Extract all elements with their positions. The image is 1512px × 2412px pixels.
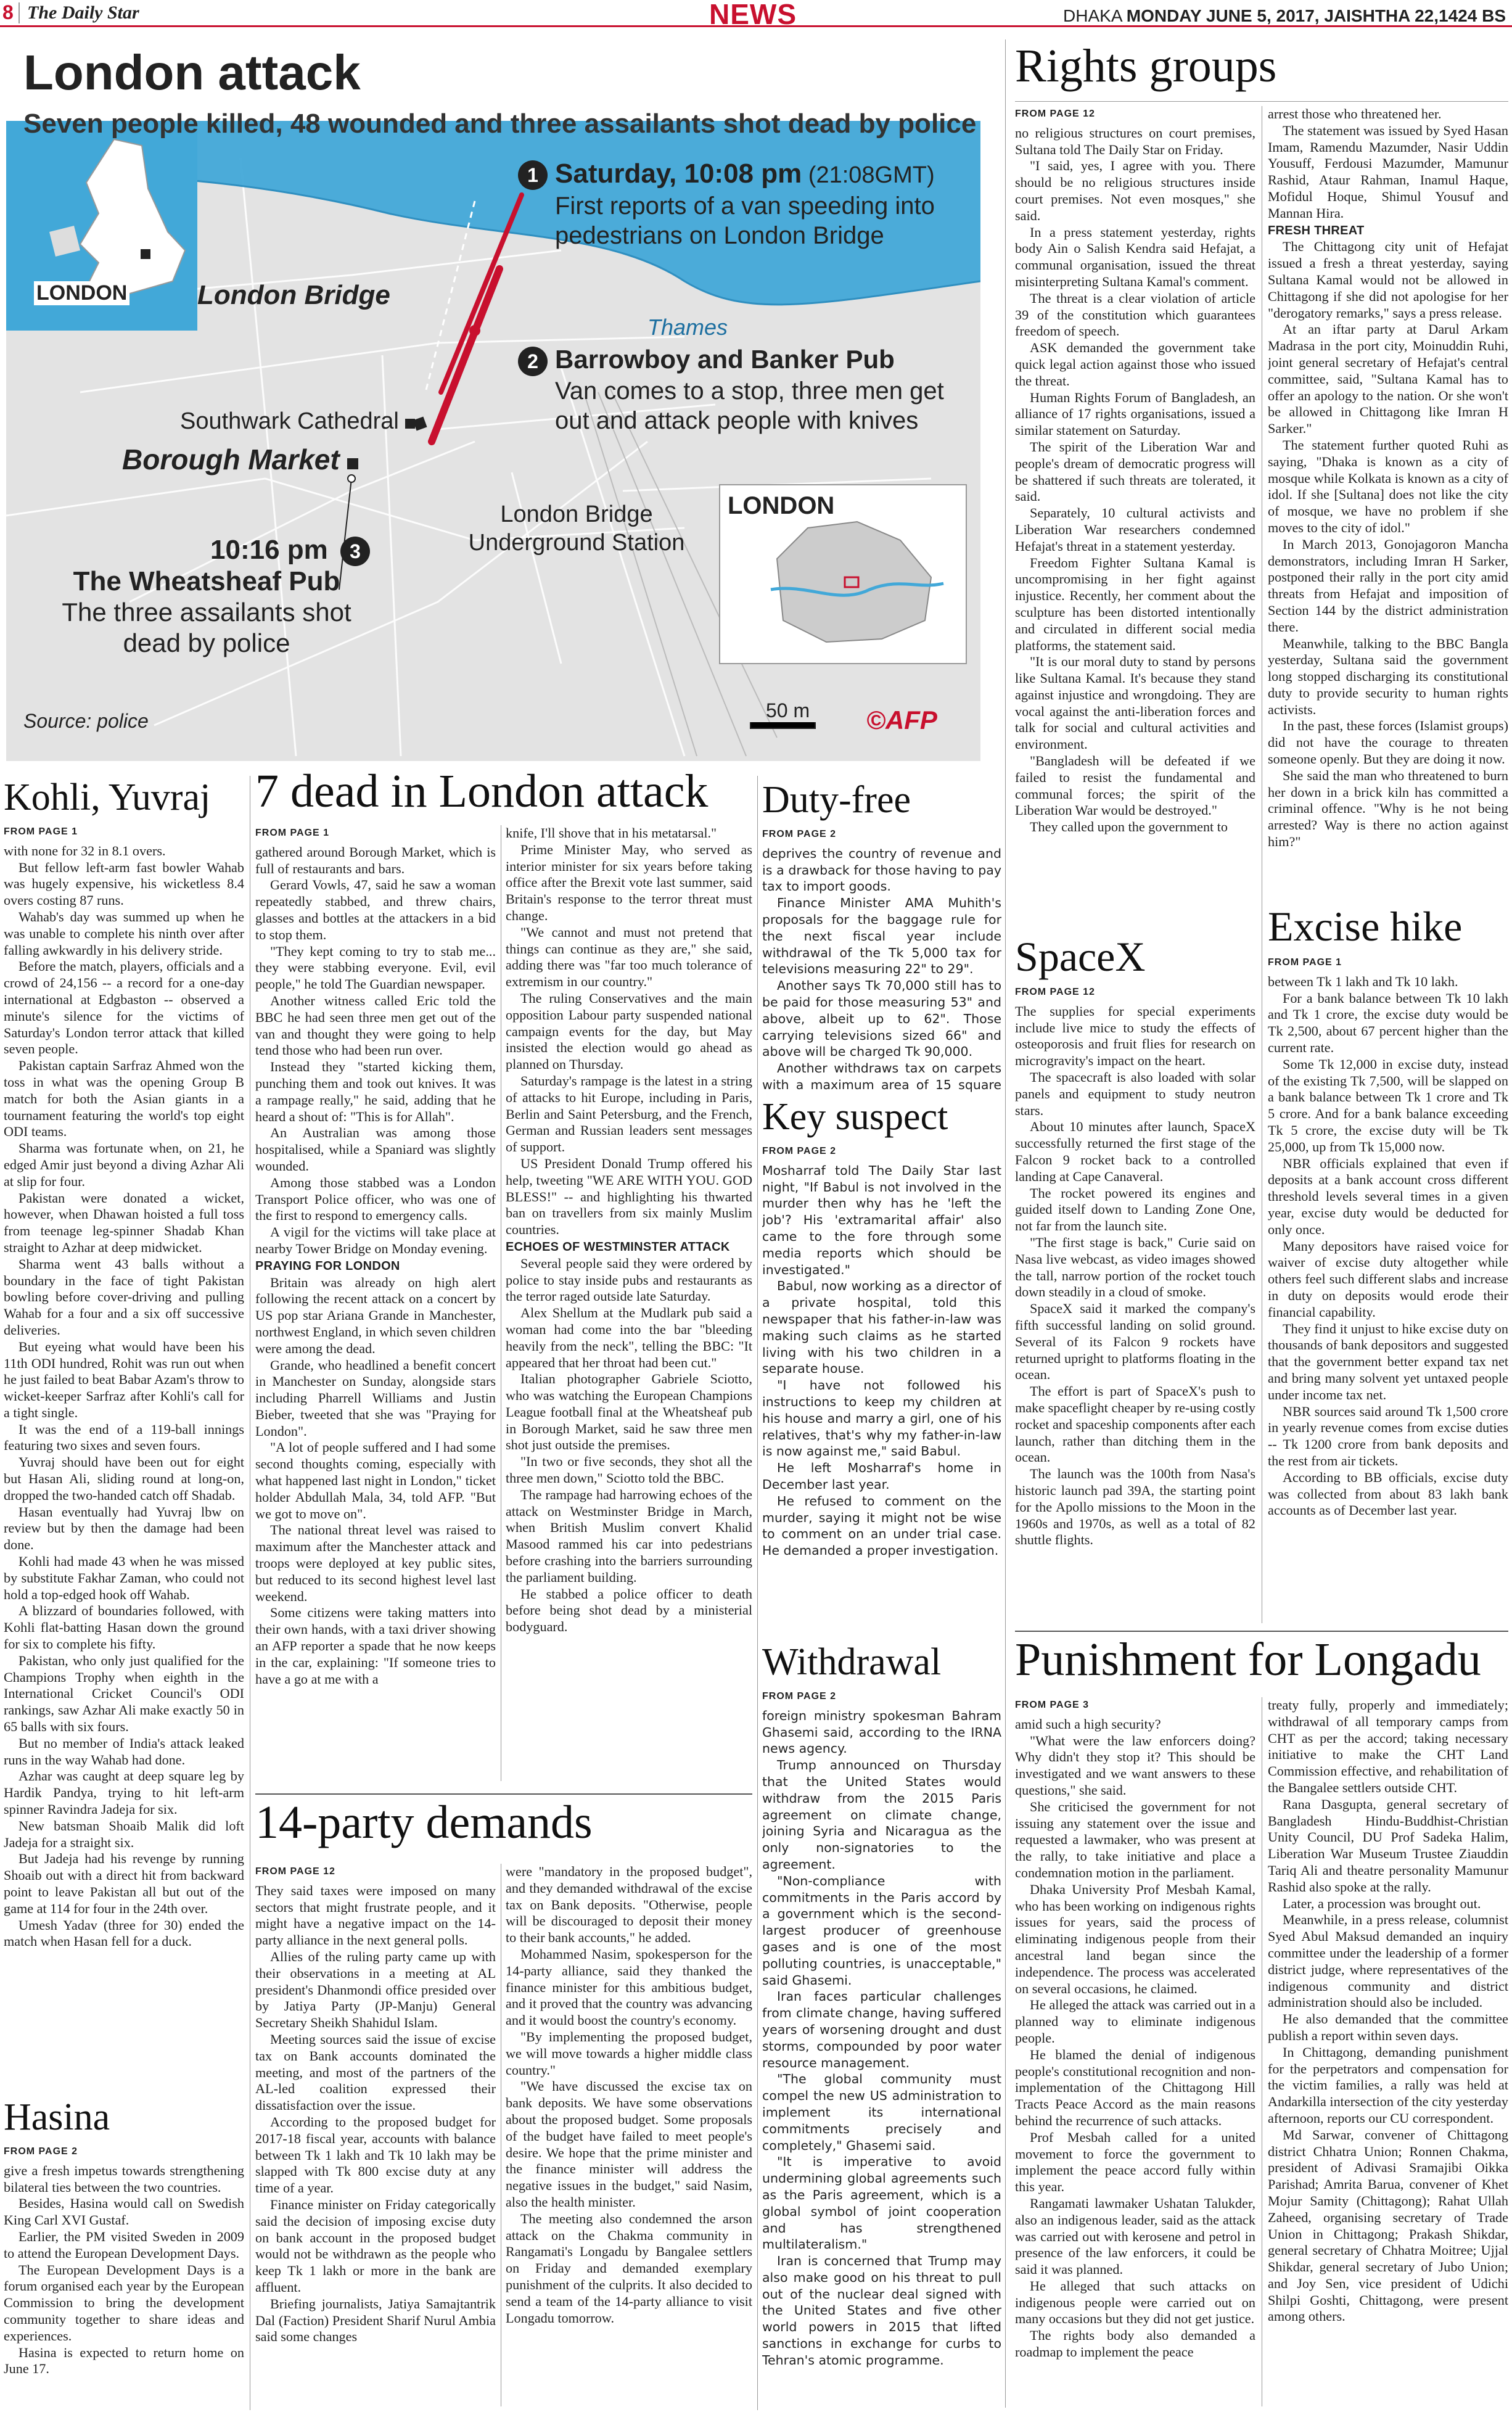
paragraph: Finance minister on Friday categorically said the decision of imposing excise duty on bank account in the proposed budget would not be withdrawn as the people who keep Tk 1 lakh or more in the bank are affluent. (255, 2196, 496, 2295)
paragraph: Gerard Vowls, 47, said he saw a woman repeatedly stabbed, and threw chairs, glasses and bottles at the attackers in a bid to stop them. (255, 877, 496, 942)
paragraph: Among those stabbed was a London Transport Police officer, who was one of the first to respond to emergency calls. (255, 1174, 496, 1224)
duty-headline: Duty-free (762, 779, 911, 821)
paragraph: "A lot of people suffered and I had some second thoughts coming, especially with what happened last night in London," ticket holder Abdullah Mala, 34, told AFP. "But we got to move on". (255, 1439, 496, 1521)
paragraph: Grande, who headlined a benefit concert in Manchester on Sunday, alongside stars including Pharrell Williams and Justin Bieber, tweeted that she was "Praying for London". (255, 1357, 496, 1439)
paragraph: Pakistan were donated a wicket, however, when Dhawan hoisted a full toss from teenage leg-spinner Shadab Khan straight to Azhar at deep midwicket. (4, 1190, 244, 1255)
paragraph: Pakistan, who only just qualified for the Champions Trophy when eighth in the International Cricket Council's ODI rankings, saw Azhar Ali make exactly 50 in 65 balls with six fours. (4, 1652, 244, 1735)
from-page-label: FROM PAGE 12 (255, 1866, 335, 1877)
paragraph: Alex Shellum at the Mudlark pub said a woman had come into the bar "bleeding heavily from the neck", telling the BBC: "It appeared that her throat had been cut." (506, 1305, 752, 1370)
paragraph: NBR officials explained that even if deposits at a bank account cross different threshold levels several times in a given year, excise duty would be deducted for only once. (1268, 1155, 1508, 1237)
right-divider (1005, 39, 1006, 2408)
longadu-top-rule (1015, 1631, 1508, 1632)
map-subtitle: Seven people killed, 48 wounded and three assailants shot dead by police (23, 109, 977, 139)
event-3: 10:16 pm 3 (62, 534, 370, 566)
from-page-label: FROM PAGE 12 (1015, 109, 1095, 119)
paragraph: between Tk 1 lakh and Tk 10 lakh. (1268, 973, 1458, 989)
event-2-marker: 2 (518, 347, 548, 376)
paragraph: gathered around Borough Market, which is full of restaurants and bars. (255, 844, 496, 876)
paragraph: "In two or five seconds, they shot all the three men down," Sciotto told the BBC. (506, 1454, 752, 1486)
paragraph: The effort is part of SpaceX's push to make spaceflight cheaper by re-using costly rocket and spaceship components after each launch, rather than ditching them in the ocean. (1015, 1383, 1255, 1465)
paragraph: Hasan eventually had Yuvraj lbw on review but by then the damage had been done. (4, 1504, 244, 1553)
paragraph: Pakistan captain Sarfraz Ahmed won the toss in what was the opening Group B match for both the Asian giants in a tournament featuring the world's top eight ODI teams. (4, 1058, 244, 1140)
suspect-col (762, 1143, 1001, 1637)
paragraph: He left Mosharraf's home in December last year. (762, 1460, 1001, 1492)
paragraph: "It is our moral duty to stand by persons like Sultana Kamal. It's because they stand against injustice and wrongdoing. They are vocal against the anti-liberation forces and talk for social and cultural activities and environment. (1015, 654, 1255, 752)
paragraph: Before the match, players, officials and a crowd of 24,156 -- a record for a one-day international at Edgbaston -- observed a minute's silence for the victims of Saturday's London terror attack that killed seven people. (4, 958, 244, 1057)
paragraph: But Jadeja had his revenge by running Shoaib out with a direct hit from backward point to leave Pakistan all but out of the game at 114 for four in the 24th over. (4, 1851, 244, 1916)
hasina-col (4, 2144, 244, 2410)
map-scale: 50 m (766, 699, 810, 722)
paragraph: The statement further quoted Ruhi as saying, "Dhaka is known as a city of mosque while Kolkata is known as a city of idol. If she [Sultana] does not like the city of mosque, we have no problem if she moves to the city of idol." (1268, 437, 1508, 535)
paragraph: Later, a procession was brought out. (1283, 1895, 1481, 1911)
seven-headline: 7 dead in London attack (255, 765, 709, 817)
longadu-col-1 (1015, 1697, 1255, 2410)
from-page-label: FROM PAGE 1 (1268, 957, 1342, 968)
paragraph: The spacecraft is also loaded with solar panels and equipment to study neutron stars. (1015, 1069, 1255, 1118)
paragraph: The meeting also condemned the arson attack on the Chakma community in Rangamati's Longadu by Bangalee settlers on Friday and demanded exemplary punishment of the culprits. It also decided to send a team of the 14-party alliance to visit Longadu tomorrow. (506, 2210, 752, 2326)
longadu-headline: Punishment for Longadu (1015, 1634, 1481, 1686)
paragraph: Kohli had made 43 when he was missed by substitute Fakhar Zaman, who could not hold a top-edged hook off Wahab. (4, 1554, 244, 1602)
paragraph: "We have discussed the excise tax on bank deposits. We have some observations about the proposed budget. Some proposals of the budget have failed to meet people's desire. We hope that the prime minister and the finance minister will address the negative issues in the budget," said Nasim, also the health minister. (506, 2078, 752, 2210)
attack-map (6, 47, 980, 761)
paragraph: Meeting sources said the issue of excise tax on Bank accounts dominated the meeting, and most of the partners of the AL-led coalition expressed their dissatisfaction over the issue. (255, 2031, 496, 2114)
paragraph: For a bank balance between Tk 10 lakh and Tk 1 crore, the excise duty would be Tk 2,500, about 67 percent higher than the current rate. (1268, 990, 1508, 1055)
paragraph: They find it unjust to hike excise duty on thousands of bank depositors and suggested that the government better expand tax net and bring many solvent yet untaxed people under income tax net. (1268, 1320, 1508, 1402)
from-page-label: FROM PAGE 2 (4, 2146, 78, 2157)
paragraph: The supplies for special experiments include live mice to study the effects of osteoporosis and fruit flies for research on microgravity's impact on the heart. (1015, 1003, 1255, 1069)
subhead: ECHOES OF WESTMINSTER ATTACK (506, 1240, 730, 1254)
event-1-text: First reports of a van speeding into pedestrians on London Bridge (555, 192, 935, 249)
paragraph: The statement was issued by Syed Hasan Imam, Ramendu Mazumder, Nasir Uddin Yousuff, Ferdousi Mazumder, Mamunur Rashid, Ataur Rahman, Inamul Haque, Mofidul Hoque, Shimul Yousuf and Mannan Hira. (1268, 122, 1508, 221)
paragraph: New batsman Shoaib Malik did loft Jadeja for a straight six. (4, 1817, 244, 1850)
event-3-marker: 3 (340, 537, 370, 566)
party-col-2 (506, 1864, 752, 2410)
rights-col-1 (1015, 106, 1255, 932)
withdrawal-col (762, 1689, 1001, 2410)
paragraph: In March 2013, Gonojagoron Mancha demonstrators, including Imran H Sarker, postponed their rally in the port city amid threats from Hefajat and imposition of Section 144 by the district administration there. (1268, 536, 1508, 635)
from-page-label: FROM PAGE 2 (762, 1691, 837, 1702)
from-page-label: FROM PAGE 2 (762, 1146, 837, 1156)
paragraph: The rights body also demanded a roadmap to implement the peace (1015, 2328, 1255, 2360)
paragraph: A blizzard of boundaries followed, with Kohli flat-batting Hasan down the ground for six to complete his fifty. (4, 1603, 244, 1652)
paragraph: The national threat level was raised to maximum after the Manchester attack and troops were deployed at key public sites, but reduced to its second highest level last weekend. (255, 1522, 496, 1604)
paragraph: But no member of India's attack leaked runs in the way Wahab had done. (4, 1735, 244, 1768)
uk-london-label: LONDON (34, 281, 129, 305)
subhead-line (255, 1257, 496, 1275)
kohli-col (4, 824, 244, 2107)
paragraph: "Non-compliance with commitments in the Paris accord by a government which is the second-largest producer of greenhouse gases and is one of the most polluting countries, is unacceptable," said Ghasemi. (762, 1873, 1001, 1988)
paragraph: He alleged that such attacks on indigenous people were carried out on many occasions but they did not get justice. (1015, 2278, 1255, 2327)
paragraph: Finance Minister AMA Muhith's proposals for the baggage rule for the next fiscal year include withdrawal of the Tk 5,000 tax for televisions measuring 22" to 29". (762, 895, 1001, 977)
southwark-label: Southwark Cathedral (180, 408, 415, 435)
paragraph: Md Sarwar, convener of Chittagong district Chhatra Union; Ronnen Chakma, president of Adivasi Sramajibi Oikka Parishad; Amrita Barua, convener of Khet Mojur Samity (Chittagong); Rahat Ullah Zaheed, organising secretary of Trade Union in Chittagong; Prakash Shikdar, general secretary of Chhatra Moitree; Ujjal Shikdar, general secretary of Jubo Union; and Joy Sen, vice president of Udichi Shilpi Goshti, Chittagong, were present among others. (1268, 2126, 1508, 2324)
underground-label: London Bridge Underground Station (468, 501, 685, 556)
paragraph: Britain was already on high alert following the recent attack on a concert by US pop star Ariana Grande in Manchester, northwest England, in which seven children were among the dead. (255, 1274, 496, 1356)
borough-label: Borough Market (122, 443, 358, 476)
seven-col-2 (506, 825, 752, 1782)
paragraph: Rangamati lawmaker Ushatan Talukder, also an indigenous leader, said as the attack was carried out with kerosene and petrol in presence of the law enforcers, it could be said it was planned. (1015, 2195, 1255, 2278)
mid-divider (757, 776, 758, 2410)
party-col-1 (255, 1864, 496, 2410)
paragraph: Instead they "started kicking them, punching them and took out knives. It was a rampage really," he said, adding that he heard a shout of: "This is for Allah". (255, 1059, 496, 1124)
paragraph: "I said, yes, I agree with you. There should be no religious structures inside court premises. Not even mosques," she said. (1015, 158, 1255, 223)
rights-col-2 (1268, 106, 1508, 908)
longadu-col-2 (1268, 1697, 1508, 2410)
paragraph: They called upon the government to (1030, 819, 1228, 835)
excise-col (1268, 955, 1508, 1622)
paragraph: amid such a high security? (1015, 1716, 1161, 1732)
paragraph: Human Rights Forum of Bangladesh, an alliance of 17 rights organisations, issued a similar statement on Saturday. (1015, 389, 1255, 438)
london-bridge-label: London Bridge (197, 280, 390, 310)
map-source: Source: police (23, 710, 149, 732)
paragraph: He also demanded that the committee publish a report within seven days. (1268, 2011, 1508, 2043)
from-page-label: FROM PAGE 12 (1015, 987, 1095, 997)
party-headline: 14-party demands (255, 1797, 593, 1848)
map-title: London attack (23, 45, 361, 100)
paragraph: Several people said they were ordered by police to stay inside pubs and restaurants as the terror raged outside late Saturday. (506, 1255, 752, 1304)
paragraph: About 10 minutes after launch, SpaceX successfully returned the first stage of the Falcon 9 rocket back to a controlled landing at Cape Canaveral. (1015, 1119, 1255, 1184)
paragraph: foreign ministry spokesman Bahram Ghasemi said, according to the IRNA news agency. (762, 1708, 1001, 1756)
paragraph: Another says Tk 70,000 still has to be paid for those measuring 53" and above, albeit up to 62". Those carrying televisions sized 66" and above will be charged Tk 90,000. (762, 978, 1001, 1060)
paragraph: SpaceX said it marked the company's fifth successful landing on solid ground. Several of its Falcon 9 rockets have returned upright to platforms floating in the ocean. (1015, 1301, 1255, 1383)
paragraph: Another withdraws tax on carpets with a maximum area of 15 square (762, 1061, 1001, 1092)
withdrawal-headline: Withdrawal (762, 1641, 942, 1683)
rights-top-rule (1015, 101, 1508, 102)
paragraph: Many depositors have raised voice for waiver of excise duty altogether while others feel such different slabs and increase in duty on deposits would erode their financial capability. (1268, 1238, 1508, 1320)
suspect-headline: Key suspect (762, 1096, 948, 1138)
paragraph: Mosharraf told The Daily Star last night, "If Babul is not involved in the murder then why has he 'left the job'? His 'extramarital affair' also came to the fore through some media reports which should be investigated." (762, 1163, 1001, 1277)
paragraph: Azhar was caught at deep square leg by Hardik Pandya, trying to hit left-arm spinner Ravindra Jadeja for six. (4, 1768, 244, 1817)
paragraph: Sharma was fortunate when, on 21, he edged Amir just beyond a diving Azhar Ali at slip for four. (4, 1140, 244, 1189)
paragraph: arrest those who threatened her. (1268, 106, 1442, 121)
page-number: 8 (2, 1, 14, 23)
paper-logo: The Daily Star (18, 2, 139, 23)
paragraph: "They kept coming to try to stab me... they were stabbing everyone. Evil, evil people," he told The Guardian newspaper. (255, 943, 496, 992)
paragraph: The ruling Conservatives and the main opposition Labour party suspended national campaign events for the day, but May insisted the election would go ahead as planned on Thursday. (506, 990, 752, 1072)
paragraph: In Chittagong, demanding punishment for the perpetrators and compensation for the victim families, a rally was held at Andarkilla intersection of the city yesterday afternoon, reports our CU correspondent. (1268, 2044, 1508, 2126)
paragraph: According to the proposed budget for 2017-18 fiscal year, accounts with balance between Tk 1 lakh and Tk 10 lakh may be slapped with Tk 800 excise duty at any time of a year. (255, 2114, 496, 2196)
paragraph: The European Development Days is a forum organised each year by the European Commission to bring the development community together to share ideas and experiences. (4, 2262, 244, 2344)
paragraph: Yuvraj should have been out for eight but Hasan Ali, sliding round at long-on, dropped the two-handed catch off Shadab. (4, 1454, 244, 1503)
paragraph: Babul, now working as a director of a private hospital, told this newspaper that his father-in-law was making such claims as he started living with his two children in a separate house. (762, 1278, 1001, 1377)
paragraph: "By implementing the proposed budget, we will move towards a higher middle class country." (506, 2028, 752, 2078)
event-2-text: Van comes to a stop, three men get out and attack people with knives (555, 377, 944, 434)
paragraph: "I have not followed his instructions to keep my children at his house and marry a girl, one of his relatives, that's why my father-in-law is now against me," said Babul. (762, 1378, 1001, 1459)
event-3-text: The Wheatsheaf Pub The three assailants shot dead by police (62, 566, 351, 657)
paragraph: It was the end of a 119-ball innings featuring two sixes and seven fours. (4, 1421, 244, 1454)
paragraph: In the past, these forces (Islamist groups) did not have the courage to threaten someone openly. But they are doing it now. (1268, 718, 1508, 767)
paragraph: At an iftar party at Darul Arkam Madrasa in the port city, Moinuddin Ruhi, joint general secretary of Hefajat's central committee, said, "Sultana Kamal has to offer an apology to the nation. Or she won't be allowed in Chittagong like Imran H Sarker." (1268, 321, 1508, 437)
party-top-rule (255, 1793, 752, 1795)
paragraph: According to BB officials, excise duty was collected from about 83 lakh bank accounts as of December last year. (1268, 1469, 1508, 1518)
kohli-headline: Kohli, Yuvraj (4, 776, 211, 818)
paragraph: Umesh Yadav (three for 30) ended the match when Hasan fell for a duck. (4, 1917, 244, 1949)
seven-col-1 (255, 825, 496, 1782)
paragraph: Trump announced on Thursday that the United States would withdraw from the 2015 Paris agreement on climate change, joining Syria and Nicaragua as the only non-signatories to the agreement. (762, 1758, 1001, 1872)
paragraph: "The global community must compel the new US administration to implement its international commitments precisely and completely," Ghasemi said. (762, 2072, 1001, 2153)
event-1-marker: 1 (518, 160, 548, 190)
paragraph: ASK demanded the government take quick legal action against those who issued the threat. (1015, 340, 1255, 389)
paragraph: Besides, Hasina would call on Swedish King Carl XVI Gustaf. (4, 2196, 244, 2228)
excise-headline: Excise hike (1268, 903, 1463, 950)
paragraph: with none for 32 in 8.1 overs. (4, 842, 166, 858)
from-page-label: FROM PAGE 3 (1015, 1700, 1090, 1710)
paragraph: were "mandatory in the proposed budget", and they demanded withdrawal of the excise tax on Bank deposits. "Otherwise, people will be discouraged to deposit their money to their bank accounts," he added. (506, 1864, 752, 1946)
paragraph: The spirit of the Liberation War and people's dream of democratic progress will be shattered if such threats are tolerated, it said. (1015, 438, 1255, 504)
paragraph: Wahab's day was summed up when he was unable to complete his ninth over after falling awkwardly in his delivery stride. (4, 908, 244, 958)
section-name: NEWS (709, 0, 797, 30)
paragraph: Separately, 10 cultural activists and Liberation War researchers condemned Hefajat's threat in a statement yesterday. (1015, 505, 1255, 554)
paragraph: They said taxes were imposed on many sectors that might frustrate people, and it might have a negative impact on the 14-party alliance in the next general polls. (255, 1882, 496, 1948)
paragraph: Briefing journalists, Jatiya Samajtantrik Dal (Faction) President Sharif Nurul Ambia said some changes (255, 2295, 496, 2345)
from-page-label: FROM PAGE 1 (255, 828, 330, 838)
paragraph: Prof Mesbah called for a united movement to force the government to implement the peace accord fully within this year. (1015, 2129, 1255, 2195)
paragraph: Meanwhile, talking to the BBC Bangla yesterday, Sultana said the government long stopped discharging its constitutional duty to provide security to human rights activists. (1268, 635, 1508, 717)
paragraph: He stabbed a police officer to death before being shot dead by a ministerial bodyguard. (506, 1586, 752, 1635)
paragraph: The launch was the 100th from Nasa's historic launch pad 39A, the starting point for the Apollo missions to the Moon in the 1960s and 1970s, as well as a total of 82 shuttle flights. (1015, 1466, 1255, 1548)
paragraph: "It is imperative to avoid undermining global agreements such as the Paris agreement, which is a global symbol of joint cooperation and has strengthened multilateralism." (762, 2154, 1001, 2252)
subhead: FRESH THREAT (1268, 223, 1365, 237)
subhead-line (506, 1238, 752, 1256)
thames-label: Thames (647, 315, 728, 340)
event-1: 1 Saturday, 10:08 pm (21:08GMT) First reports of a van speeding into pedestrians on London Bridge (518, 158, 950, 250)
spacex-headline: SpaceX (1015, 933, 1146, 980)
event-2: 2 Barrowboy and Banker Pub Van comes to a stop, three men get out and attack people with knives (518, 344, 974, 435)
paragraph: "The first stage is back," Curie said on Nasa live webcast, as video images showed the tall, narrow portion of the rocket touch down steadily in a cloud of smoke. (1015, 1234, 1255, 1300)
paragraph: An Australian was among those hospitalised, while a Spaniard was slightly wounded. (255, 1125, 496, 1174)
paragraph: Prime Minister May, who served as interior minister for six years before taking office after the Brexit vote last summer, said Britain's response to the terror threat must change. (506, 841, 752, 923)
paragraph: She criticised the government for not issuing any statement over the issue and requested a lawmaker, who was present at the rally, to take initiative and place a condemnation motion in the parliament. (1015, 1798, 1255, 1880)
paragraph: Italian photographer Gabriele Sciotto, who was watching the European Champions League football final at the Wheatsheaf pub in Borough Market, said he saw three men shot just outside the premises. (506, 1371, 752, 1453)
paragraph: "What were the law enforcers doing? Why didn't they stop it? This should be investigated and we want answers to these questions," she said. (1015, 1732, 1255, 1798)
afp-credit: ©AFP (866, 706, 937, 735)
paragraph: The rocket powered its engines and guided itself down to Landing Zone One, not far from the launch site. (1015, 1185, 1255, 1234)
paragraph: Iran is concerned that Trump may also make good on his threat to pull out of the nuclear deal signed with the United States and five other world powers in 2015 that lifted sanctions in exchange for curbs to Tehran's atomic programme. (762, 2254, 1001, 2368)
paragraph: The threat is a clear violation of article 39 of the constitution which guarantees freedom of speech. (1015, 290, 1255, 339)
paragraph: Allies of the ruling party came up with their observations in a meeting at AL president's Dhanmondi office presided over by Jatiya Party (JP-Manju) General Secretary Sheikh Shahidul Islam. (255, 1948, 496, 2031)
duty-col (762, 826, 1001, 1093)
paragraph: "Bangladesh will be defeated if we failed to resist the fundamental and communal forces; the spirit of the Liberation War would be destroyed." (1015, 753, 1255, 818)
paragraph: knife, I'll shove that in his metatarsal." (506, 825, 717, 841)
paragraph: He refused to comment on the murder, saying it might not be wise to comment on an under trial case. He demanded a proper investigation. (762, 1493, 1001, 1558)
paragraph: A vigil for the victims will take place at nearby Tower Bridge on Monday evening. (255, 1224, 496, 1256)
paragraph: Saturday's rampage is the latest in a string of attacks to hit Europe, including in Paris, Berlin and Saint Petersburg, and the French, German and Russian leaders sent messages of support. (506, 1072, 752, 1155)
paragraph: Earlier, the PM visited Sweden in 2009 to attend the European Development Days. (4, 2228, 244, 2261)
paragraph: no religious structures on court premises, Sultana told The Daily Star on Friday. (1015, 125, 1255, 157)
paragraph: Meanwhile, in a press release, columnist Syed Abul Maksud demanded an inquiry committee under the leadership of a former district judge, where representatives of the indigenous community and district administration should also be included. (1268, 1912, 1508, 2011)
paragraph: The rampage had harrowing echoes of the attack on Westminster Bridge in March, when British Muslim convert Khalid Masood rammed his car into pedestrians before crashing into the barriers surrounding the parliament building. (506, 1486, 752, 1585)
paragraph: She said the man who threatened to burn her down in a brick kiln has committed a criminal offence. "Why is he not being arrested? Way is there no action against him?" (1268, 767, 1508, 850)
paragraph: Dhaka University Prof Mesbah Kamal, who has been working on indigenous rights issues for years, said the process of eliminating indigenous people from their ancestral land began since the independence. The process was accelerated on several occasions, he claimed. (1015, 1881, 1255, 1996)
subhead: PRAYING FOR LONDON (255, 1259, 400, 1273)
from-page-label: FROM PAGE 1 (4, 826, 78, 837)
paragraph: Rana Dasgupta, general secretary of Bangladesh Hindu-Buddhist-Christian Unity Council, DU Prof Sadeka Halim, Liberation War Museum Trustee Ziauddin Tariq Ali and theatre personality Mamunur Rashid also spoke at the rally. (1268, 1796, 1508, 1895)
paragraph: The Chittagong city unit of Hefajat issued a fresh a threat yesterday, saying Sultana Kamal would not be allowed in Chittagong if she did not apologise for her "derogatory remarks," says a press release. (1268, 239, 1508, 321)
rights-headline: Rights groups (1015, 40, 1277, 92)
paragraph: give a fresh impetus towards strengthening bilateral ties between the two countries. (4, 2162, 244, 2195)
inset-london-label: LONDON (728, 492, 835, 519)
paragraph: Hasina is expected to return home on June 17. (4, 2344, 244, 2377)
paragraph: Some Tk 12,000 in excise duty, instead of the existing Tk 7,500, will be slapped on a bank balance between Tk 1 crore and Tk 5 crore. And for a bank balance exceeding Tk 5 crore, the excise duty will be Tk 25,000, up from Tk 15,000 now. (1268, 1056, 1508, 1155)
from-page-label: FROM PAGE 2 (762, 829, 837, 839)
paragraph: treaty fully, properly and immediately; withdrawal of all temporary camps from CHT as per the accord; taking necessary initiative to make the CHT Land Commission effective, and rehabilitation of the Bangalee settlers outside CHT. (1268, 1697, 1508, 1795)
paragraph: But eyeing what would have been his 11th ODI hundred, Rohit was run out when he just failed to beat Babar Azam's throw to wicket-keeper Sarfraz after Kohli's call for a tight single. (4, 1338, 244, 1420)
paragraph: deprives the country of revenue and is a drawback for those having to pay tax to import goods. (762, 846, 1001, 894)
paragraph: He blamed the denial of indigenous people's constitutional recognition and non-implementation of the Chittagong Hill Tracts Peace Accord as the main reasons behind the recurrence of such attacks. (1015, 2046, 1255, 2128)
paragraph: He alleged the attack was carried out in a planned way to eliminate indigenous people. (1015, 1997, 1255, 2046)
spacex-col (1015, 984, 1255, 1623)
paragraph: Sharma went 43 balls without a boundary in the face of tight Pakistan bowling before cover-driving and pulling Wahab for a four and a six off successive deliveries. (4, 1256, 244, 1338)
paragraph: Iran faces particular challenges from climate change, having suffered years of worsening drought and dust storms, compounded by poor water resource management. (762, 1989, 1001, 2070)
dateline: DHAKA MONDAY JUNE 5, 2017, JAISHTHA 22,1424 BS (1063, 6, 1506, 25)
paragraph: Some citizens were taking matters into their own hands, with a taxi driver showing an AFP reporter a spade that he now keeps in the car, explaining: "If someone tries to have a go at me with a (255, 1605, 496, 1687)
paragraph: In a press statement yesterday, rights body Ain o Salish Kendra said Hefajat, a communal organisation, issued the threat misinterpreting Sultana Kamal's comment. (1015, 224, 1255, 289)
paragraph: Freedom Fighter Sultana Kamal is uncompromising in her fight against injustice. Recently, her comment about the sculpture has been distorted intentionally and circulated in different social media platforms, the statement said. (1015, 554, 1255, 653)
masthead (0, 0, 1512, 30)
hasina-headline: Hasina (4, 2096, 110, 2138)
paragraph: But fellow left-arm fast bowler Wahab was hugely expensive, his wicketless 8.4 overs costing 87 runs. (4, 859, 244, 908)
paragraph: Mohammed Nasim, spokesperson for the 14-party alliance, said they thanked the finance minister for this ambitious budget, and it proved that the country was advancing and it would boost the country's economy. (506, 1946, 752, 2028)
paragraph: Another witness called Eric told the BBC he had seen three men get out of the van and thought they were going to help tend those who had been run over. (255, 992, 496, 1058)
paragraph: NBR sources said around Tk 1,500 crore in yearly revenue comes from excise duties -- Tk 1200 crore from bank deposits and the rest from air tickets. (1268, 1403, 1508, 1468)
subhead-line (1268, 222, 1508, 239)
paragraph: US President Donald Trump offered his help, tweeting "WE ARE WITH YOU. GOD BLESS!" -- and highlighting his thwarted ban on travellers from six mainly Muslim countries. (506, 1155, 752, 1238)
paragraph: "We cannot and must not pretend that things can continue as they are," she said, adding there was "far too much tolerance of extremism in our country." (506, 924, 752, 990)
